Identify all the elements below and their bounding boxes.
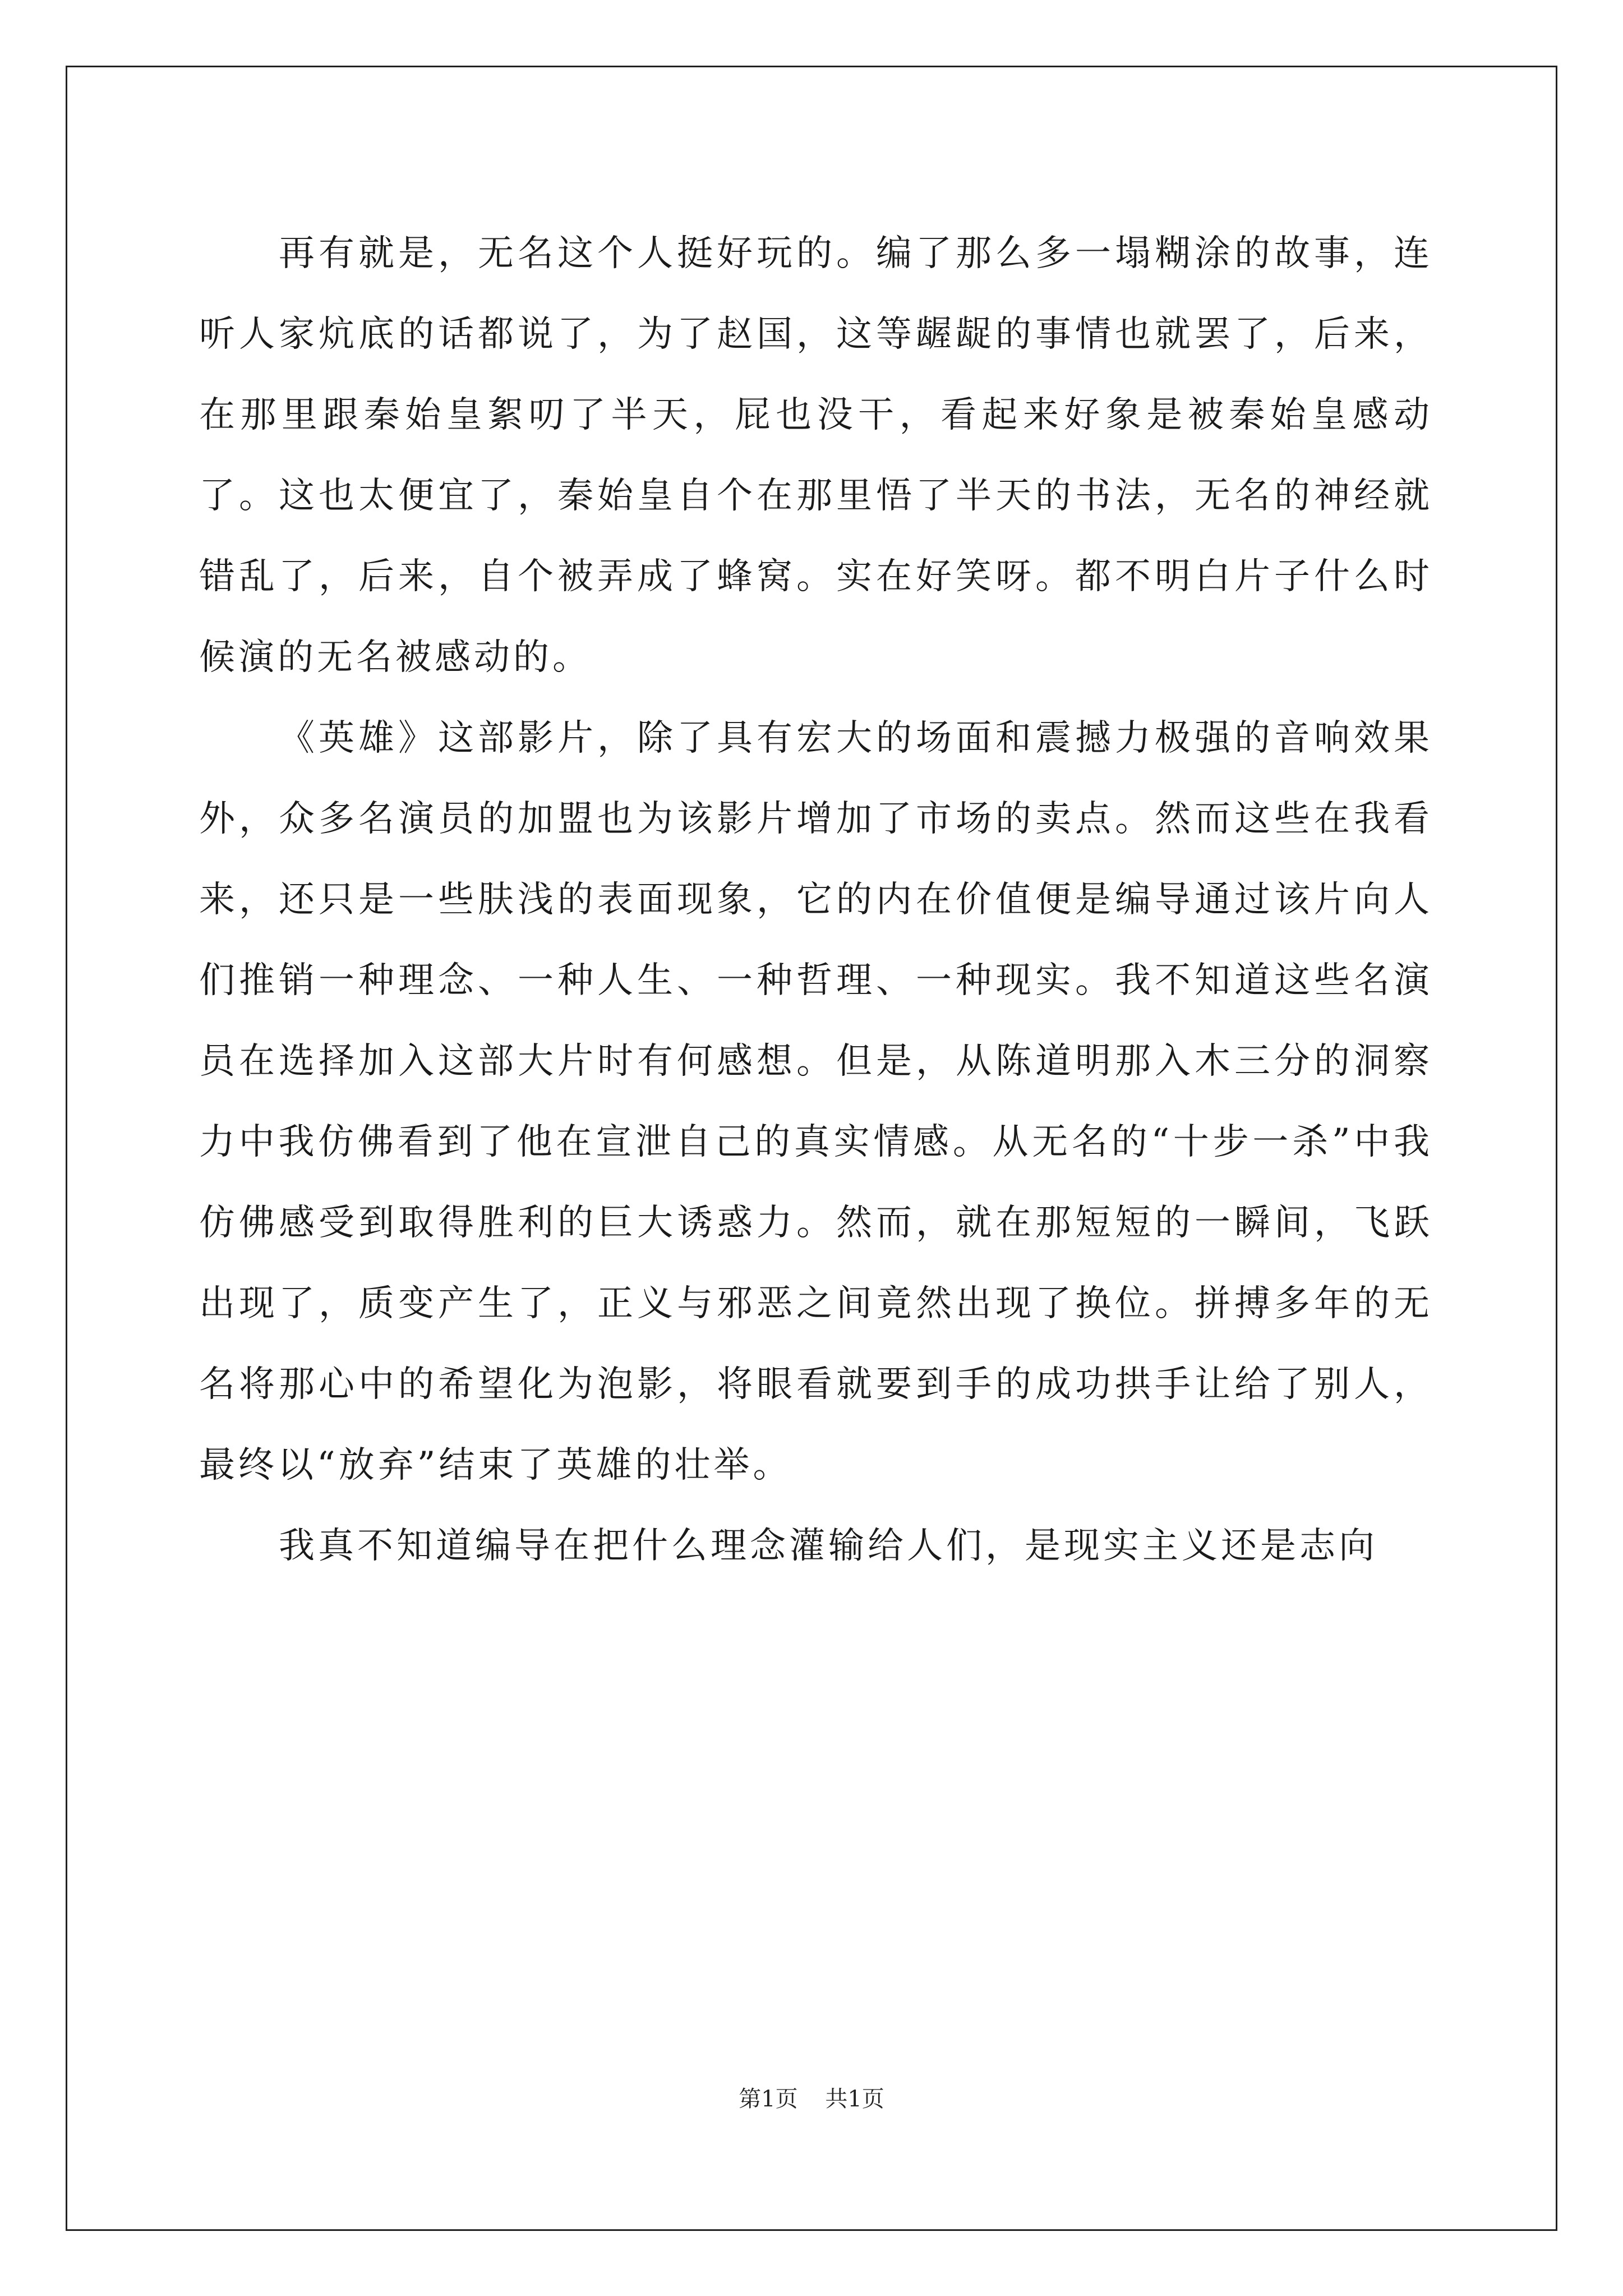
page-number-total: 共1页	[825, 2086, 884, 2112]
page-footer	[0, 2081, 1623, 2113]
document-body	[199, 213, 1433, 1586]
paragraph-1: 再有就是，无名这个人挺好玩的。编了那么多一塌糊涂的故事，连听人家炕底的话都说了，为了赵国，这等龌龊的事情也就罢了，后来，在那里跟秦始皇絮叨了半天，屁也没干，看起来好象是被秦始皇感动了。这也太便宜了，秦始皇自个在那里悟了半天的书法，无名的神经就错乱了，后来，自个被弄成了蜂窝。实在好笑呀。都不明白片子什么时候演的无名被感动的。	[199, 233, 1433, 678]
page-number-current: 第1页	[739, 2086, 798, 2112]
paragraph-2: 《英雄》这部影片，除了具有宏大的场面和震撼力极强的音响效果外，众多名演员的加盟也为该影片增加了市场的卖点。然而这些在我看来，还只是一些肤浅的表面现象，它的内在价值便是编导通过该片向人们推销一种理念、一种人生、一种哲理、一种现实。我不知道这些名演员在选择加入这部大片时有何感想。但是，从陈道明那入木三分的洞察力中我仿佛看到了他在宣泄自己的真实情感。从无名的“十步一杀”中我仿佛感受到取得胜利的巨大诱惑力。然而，就在那短短的一瞬间，飞跃出现了，质变产生了，正义与邪恶之间竟然出现了换位。拼搏多年的无名将那心中的希望化为泡影，将眼看就要到手的成功拱手让给了别人，最终以“放弃”结束了英雄的壮举。	[199, 717, 1433, 1486]
paragraph-3: 我真不知道编导在把什么理念灌输给人们，是现实主义还是志向	[279, 1525, 1378, 1567]
